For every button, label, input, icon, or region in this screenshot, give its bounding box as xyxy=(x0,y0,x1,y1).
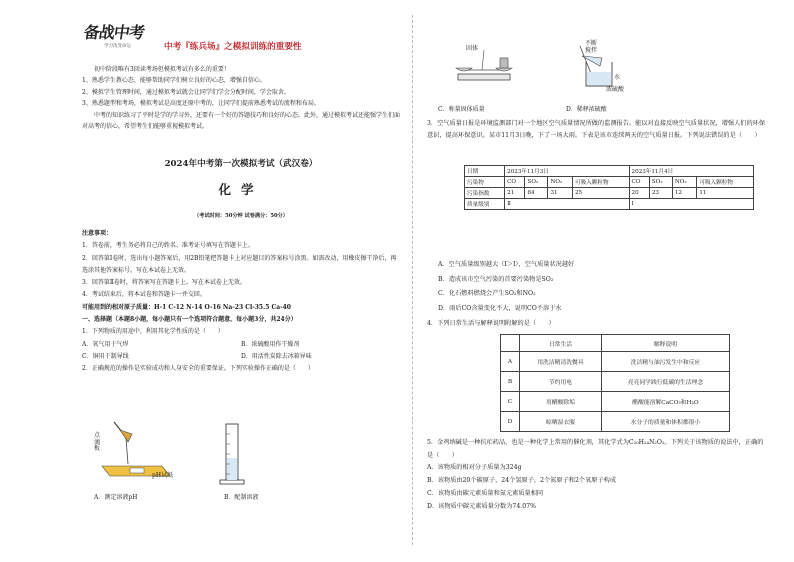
ph-paper-label: pH试纸 xyxy=(152,472,174,479)
table-cell: D xyxy=(501,412,520,432)
table-cell: 12 xyxy=(672,188,697,199)
q5-option-a: A．该物质的相对分子质量为324g xyxy=(427,464,522,472)
q2-stem: 2．正确规范的操作是实验成功和人身安全的重要保证。下列实验操作正确的是（ ） xyxy=(82,365,314,373)
table-row xyxy=(501,352,730,372)
table-cell: B xyxy=(501,372,520,392)
q5-block xyxy=(427,437,767,513)
time-info: （考试时间：50分钟 试卷满分：50分） xyxy=(193,213,289,219)
table-cell: NO₂ xyxy=(548,177,573,188)
cylinder-figure xyxy=(214,418,254,488)
banner-title: 中考『练兵场』之模拟训练的重要性 xyxy=(164,42,302,52)
intro-item: 1、熟悉学生教心态，能够帮助同学们树立良好的心态，增强自信心。 xyxy=(82,77,266,85)
intro-item: 2、模拟学生管理时间，通过模拟考试就会让同学们学会分配时间，学会取舍。 xyxy=(82,88,290,96)
table-cell: SO₂ xyxy=(649,177,672,188)
table-cell: 水分子的质量和体积都很小 xyxy=(601,412,729,432)
q4-stem: 4．下列日常生活与解释说明附解的是（ ） xyxy=(427,320,555,327)
acid-label: 浓硫酸 xyxy=(606,86,625,93)
table-cell: 污染物 xyxy=(465,177,505,188)
q2-label-d: D．稀释浓硫酸 xyxy=(566,106,607,113)
table-cell: 日常生活 xyxy=(520,335,602,352)
q1-stem: 1．下列物质的用途中，利用其化学性质的是（ ） xyxy=(82,328,224,336)
table-cell: NO₂ xyxy=(672,177,697,188)
table-cell: CO xyxy=(629,177,649,188)
q5-option-d: D．该物质中碳元素质量分数为74.07% xyxy=(427,502,536,510)
q1-option-c: C．铜用于制导线 xyxy=(82,352,129,360)
table-cell: Ⅱ xyxy=(505,199,629,210)
subject-title: 化学 xyxy=(218,182,264,197)
table-cell: CO xyxy=(505,177,525,188)
atomic-masses: 可能用到的相对原子质量：H-1 C-12 N-14 O-16 Na-23 Cl-35.5 Ca-40 xyxy=(82,303,291,311)
section-heading: 一、选择题（本题8小题，每小题只有一个选项符合题意，每小题3分，共24分） xyxy=(82,316,297,324)
table-cell: 2023年11月3日 xyxy=(505,166,629,177)
q1-option-d: D．用活性炭除去冰箱异味 xyxy=(241,352,312,360)
intro-lead: 初中阶段唯有3回读考场但模拟考试有多么的重要！ xyxy=(94,66,230,73)
table-cell: 用醋酸除垢 xyxy=(520,392,602,412)
table-row xyxy=(465,166,754,177)
note-item: 1．答卷前，考生务必将自己的姓名、准考证号填写在答题卡上。 xyxy=(82,242,254,250)
table-row xyxy=(501,335,730,352)
q3-option-c: C．化石燃料燃烧会产生SO₂和NO₂ xyxy=(438,290,536,298)
logo-subtext: 学习改变命运 xyxy=(104,44,131,49)
exam-title: 2024年中考第一次模拟考试（武汉卷） xyxy=(164,159,318,169)
q4-table xyxy=(500,334,730,432)
table-row xyxy=(465,188,754,199)
table-cell: 质量级别 xyxy=(465,199,505,210)
note-item: 2．回答第Ⅰ卷时，选出每小题答案后，用2B铅笔把答题卡上对应题目的答案标号涂黑。如需改动，用橡皮擦干净后，再选涂其他答案标号。写在本试卷上无效。 xyxy=(82,254,397,274)
balance-figure xyxy=(444,44,524,88)
q3-options xyxy=(438,258,758,316)
q1-options-row xyxy=(82,339,400,351)
table-cell: 解释说明 xyxy=(601,335,729,352)
notes-section xyxy=(82,228,400,376)
table-cell: 20 xyxy=(629,188,649,199)
q2-label-a: A．测定溶液pH xyxy=(94,494,138,501)
q3-option-d: D．雨后CO含量变化不大，说明CO不溶于水 xyxy=(438,304,562,312)
center-fold-line xyxy=(412,15,413,545)
table-cell: 可吸入颗粒物 xyxy=(697,177,754,188)
table-row xyxy=(465,199,754,210)
q3-stem: 3．空气质量日报是环境监测部门对一个地区空气质量情况所做的监测报告。能以对直接反映空气质量状况，增强人们的环保意识，提高环保意识。某市11月3日晚，下了一场大雨。下表是该市连续两天的空气质量日报。下列说法错误的是（ ） xyxy=(427,120,766,140)
q1-options-row xyxy=(82,351,400,363)
air-quality-table xyxy=(464,165,754,210)
table-cell: C xyxy=(501,392,520,412)
table-cell: Ⅰ xyxy=(629,199,753,210)
table-cell: 84 xyxy=(525,188,548,199)
table-cell: 用洗洁精清洗餐具 xyxy=(520,352,602,372)
q5-stem: 5．金鸡纳碱是一种抗疟药品，也是一种化学上常用的催化剂，其化学式为C₂₀H₂₄N₂O₂。下列关于该物质的说法中，正确的是（ ） xyxy=(427,439,764,459)
q1-option-a: A．氧气用于气焊 xyxy=(82,340,129,348)
table-cell: 晾晒湿衣服 xyxy=(520,412,602,432)
q1-option-b: B．浓硫酸用作干燥剂 xyxy=(241,340,300,348)
table-cell: 31 xyxy=(548,188,573,199)
table-cell: 亮亮同学践行低碳的生活理念 xyxy=(601,372,729,392)
table-cell: SO₂ xyxy=(525,177,548,188)
q2-label-b: B．配制溶液 xyxy=(224,494,259,501)
q2-label-c: C．称量固体质量 xyxy=(438,106,485,113)
table-cell: A xyxy=(501,352,520,372)
q5-option-b: B．该物质由20个碳原子，24个氢原子，2个氮原子和2个氧原子构成 xyxy=(427,477,617,485)
solid-label: 固体 xyxy=(466,45,479,52)
intro-item: 3、熟悉题型和考场，模拟考试是高度还原中考的，让同学们提前熟悉考试的流程和布局。 xyxy=(82,100,320,108)
q3-option-a: A．空气质量级别越大（Ⅰ＞Ⅰ），空气质量状况越好 xyxy=(438,261,575,268)
table-cell xyxy=(501,335,520,352)
q4-block xyxy=(427,320,767,328)
table-cell: 洗洁精与油污发生中和反应 xyxy=(601,352,729,372)
table-cell: 25 xyxy=(572,188,629,199)
note-item: 3．回答第Ⅱ卷时，将答案写在答题卡上。写在本试卷上无效。 xyxy=(82,279,246,287)
q5-option-c: C．该物质由碳元素质量和氮元素质量相同 xyxy=(427,489,544,497)
logo-text: 备战中考 xyxy=(82,23,146,42)
table-cell: 21 xyxy=(505,188,525,199)
table-cell: 污染指数 xyxy=(465,188,505,199)
table-cell: 醋酸能溶解CaCO₃和H₂O xyxy=(601,392,729,412)
table-row xyxy=(501,392,730,412)
table-row xyxy=(501,372,730,392)
q3-block xyxy=(427,118,767,142)
table-cell: 可吸入颗粒物 xyxy=(572,177,629,188)
water-label: 水 xyxy=(614,74,621,81)
logo xyxy=(84,20,156,56)
dilution-figure xyxy=(572,42,632,90)
notes-heading: 注意事项： xyxy=(82,230,113,237)
q3-option-b: B．造成该市空气污染的首要污染物是SO₂ xyxy=(438,275,554,283)
ph-dropper-label: 点滴板 xyxy=(94,432,101,453)
table-cell: 2023年11月4日 xyxy=(629,166,753,177)
note-item: 4．考试结束后，将本试卷和答题卡一并交回。 xyxy=(82,291,206,299)
intro-section xyxy=(82,64,400,132)
table-row xyxy=(501,412,730,432)
intro-closing: 中考的知识练习了平时是学的学习外，还要有一个好的答题技巧和良好的心态。此外，通过模拟考试还能强学生们面对高考的信心，希望考生们能够重视模拟考试。 xyxy=(82,111,401,130)
table-cell: 节约用电 xyxy=(520,372,602,392)
table-row xyxy=(465,177,754,188)
table-cell: 日期 xyxy=(465,166,505,177)
stir-label: 不断搅拌 xyxy=(585,40,598,54)
table-cell: 11 xyxy=(697,188,754,199)
table-cell: 23 xyxy=(649,188,672,199)
